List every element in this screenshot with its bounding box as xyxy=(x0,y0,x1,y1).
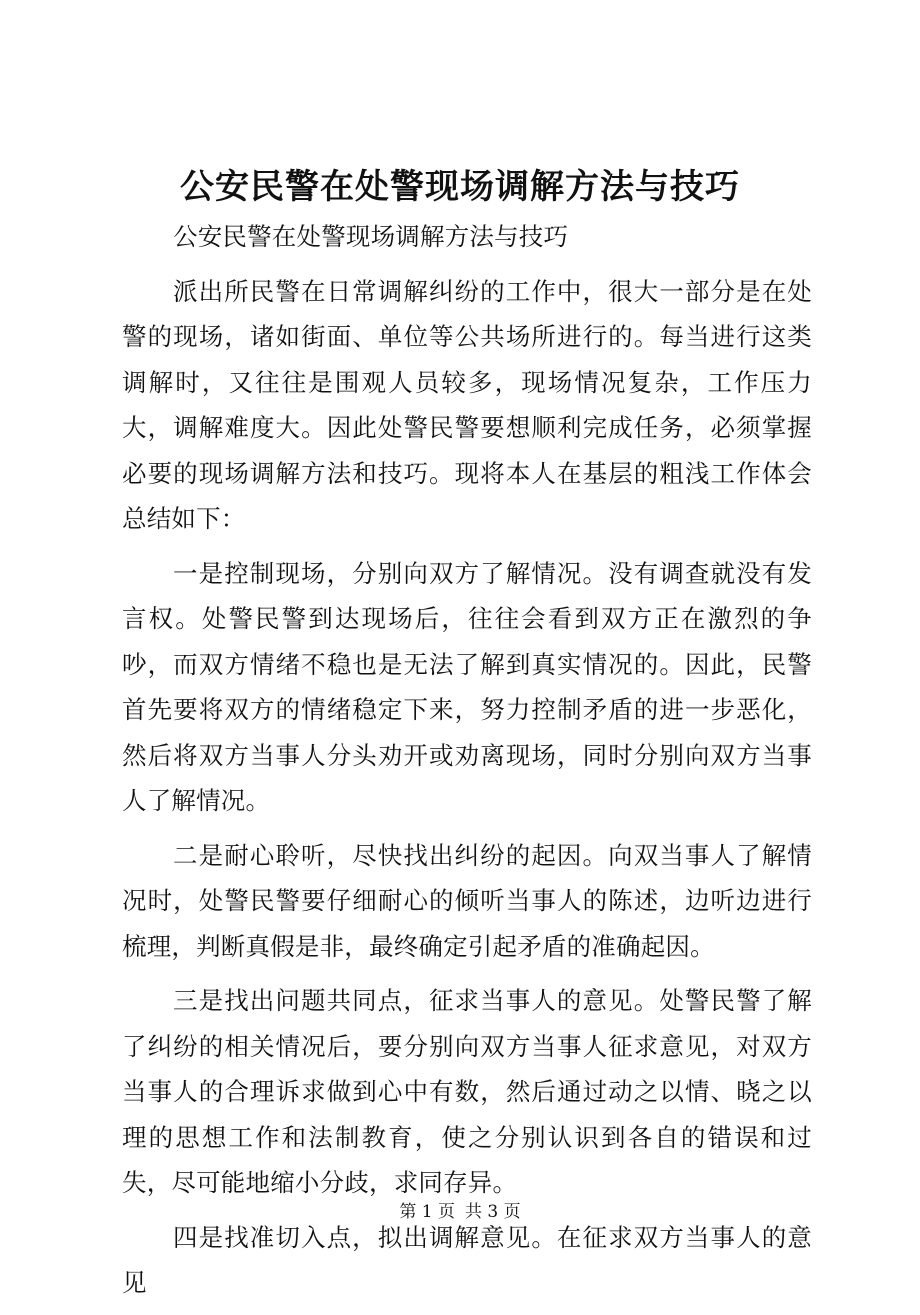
paragraph-point-3: 三是找出问题共同点，征求当事人的意见。处警民警了解了纠纷的相关情况后，要分别向双方当事人征求意见，对双方当事人的合理诉求做到心中有数，然后通过动之以情、晓之以理的思想工作和法制教育，使之分别认识到各自的错误和过失，尽可能地缩小分歧，求同存异。 xyxy=(122,986,812,1197)
document-body xyxy=(122,214,812,1315)
page-number: 第 1 页 xyxy=(399,1202,455,1222)
paragraph-point-2: 二是耐心聆听，尽快找出纠纷的起因。向双当事人了解情况时，处警民警要仔细耐心的倾听当事人的陈述，边听边进行梳理，判断真假是非，最终确定引起矛盾的准确起因。 xyxy=(122,840,812,961)
page-footer xyxy=(0,1200,920,1224)
paragraph-point-4: 四是找准切入点，拟出调解意见。在征求双方当事人的意见 xyxy=(122,1222,812,1297)
page-total: 共 3 页 xyxy=(465,1202,521,1222)
paragraph-intro: 派出所民警在日常调解纠纷的工作中，很大一部分是在处警的现场，诸如街面、单位等公共场所进行的。每当进行这类调解时，又往往是围观人员较多，现场情况复杂，工作压力大，调解难度大。因此处警民警要想顺利完成任务，必须掌握必要的现场调解方法和技巧。现将本人在基层的粗浅工作体会总结如下： xyxy=(122,276,812,533)
document-subtitle: 公安民警在处警现场调解方法与技巧 xyxy=(173,222,569,251)
document-title: 公安民警在处警现场调解方法与技巧 xyxy=(180,167,740,207)
paragraph-point-1: 一是控制现场，分别向双方了解情况。没有调查就没有发言权。处警民警到达现场后，往往会看到双方正在激烈的争吵，而双方情绪不稳也是无法了解到真实情况的。因此，民警首先要将双方的情绪稳定下来，努力控制矛盾的进一步恶化，然后将双方当事人分头劝开或劝离现场，同时分别向双方当事人了解情况。 xyxy=(122,558,812,815)
